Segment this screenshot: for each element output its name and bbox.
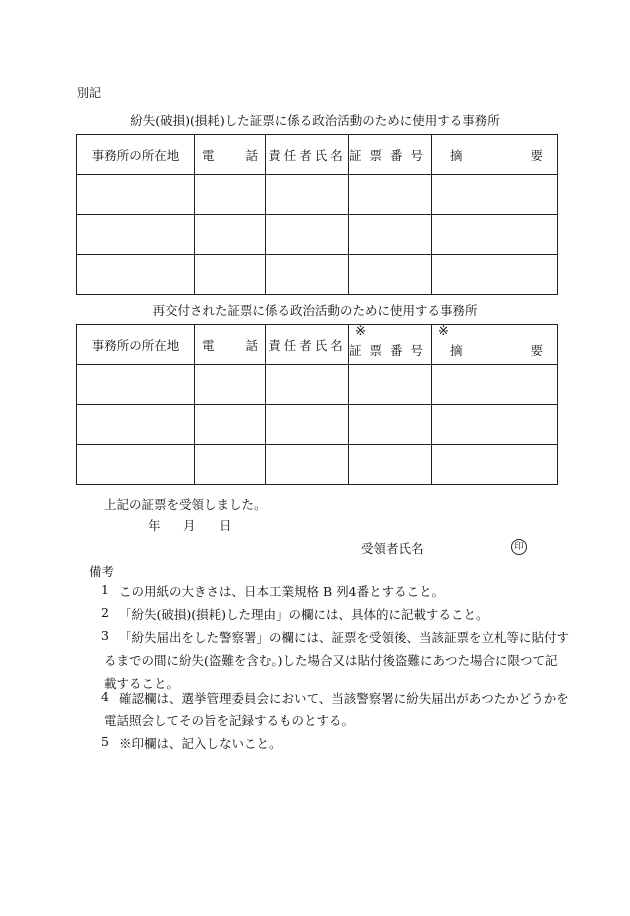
table-cell[interactable] [77, 255, 195, 295]
lost-cert-office-table [76, 134, 558, 295]
date-month-label: 月 [183, 518, 196, 533]
table-cell[interactable] [266, 445, 349, 485]
remark-text-continued: るまでの間に紛失(盗難を含む。)した場合又は貼付後盗難にあつた場合に限つて記 [104, 653, 558, 668]
table-cell[interactable] [432, 405, 558, 445]
table-cell[interactable] [266, 405, 349, 445]
remark-text: 「紛失(破損)(損耗)した理由」の欄には、具体的に記載すること。 [119, 607, 489, 622]
table-cell[interactable] [349, 215, 432, 255]
table-cell[interactable] [77, 365, 195, 405]
reference-mark: ※ [438, 324, 449, 339]
table-cell[interactable] [432, 365, 558, 405]
table-cell[interactable] [266, 215, 349, 255]
header-responsible-person: 責任者氏名 [266, 135, 349, 175]
table-cell[interactable] [349, 255, 432, 295]
header-phone: 電 話 [195, 325, 266, 365]
remark-text: ※印欄は、記入しないこと。 [119, 736, 282, 751]
table-cell[interactable] [432, 255, 558, 295]
table-cell[interactable] [349, 445, 432, 485]
table-cell[interactable] [77, 445, 195, 485]
remark-text: 確認欄は、選挙管理委員会において、当該警察署に紛失届出があつたかどうかを [119, 691, 569, 706]
table-cell[interactable] [77, 175, 195, 215]
table-cell[interactable] [195, 215, 266, 255]
date-day-label: 日 [219, 518, 232, 533]
reissued-cert-office-table [76, 324, 558, 485]
table2-title: 再交付された証票に係る政治活動のために使用する事務所 [152, 303, 478, 318]
receipt-statement: 上記の証票を受領しました。 [104, 497, 267, 512]
reference-mark: ※ [355, 324, 366, 339]
header-summary: ※ 摘 要 [432, 325, 558, 365]
remark-number: 2 [101, 605, 109, 620]
table-cell[interactable] [432, 215, 558, 255]
header-phone: 電 話 [195, 135, 266, 175]
table-row [77, 175, 558, 215]
table-cell[interactable] [266, 365, 349, 405]
table-cell[interactable] [195, 175, 266, 215]
remark-number: 4 [101, 689, 109, 704]
remark-text: この用紙の大きさは、日本工業規格 B 列4番とすること。 [119, 584, 445, 599]
header-cert-number: 証票番号 [349, 135, 432, 175]
table1-title: 紛失(破損)(損耗)した証票に係る政治活動のために使用する事務所 [130, 113, 500, 128]
table-cell[interactable] [432, 445, 558, 485]
remark-text-continued: 電話照会してその旨を記録するものとする。 [104, 713, 355, 728]
remark-number: 1 [101, 582, 109, 597]
table-row [77, 405, 558, 445]
date-year-label: 年 [148, 518, 161, 533]
table-cell[interactable] [77, 405, 195, 445]
table-row [77, 255, 558, 295]
header-summary: 摘 要 [432, 135, 558, 175]
table-cell[interactable] [266, 175, 349, 215]
header-office-location: 事務所の所在地 [77, 135, 195, 175]
recipient-name-label: 受領者氏名 [361, 541, 424, 556]
seal-mark: 印 [511, 539, 527, 555]
header-responsible-person: 責任者氏名 [266, 325, 349, 365]
table-cell[interactable] [195, 365, 266, 405]
header-cert-number: ※ 証票番号 [349, 325, 432, 365]
table-cell[interactable] [195, 405, 266, 445]
header-office-location: 事務所の所在地 [77, 325, 195, 365]
table-row [77, 445, 558, 485]
table-cell[interactable] [432, 175, 558, 215]
table-cell[interactable] [195, 255, 266, 295]
table-row [77, 365, 558, 405]
remarks-heading: 備考 [89, 564, 115, 579]
table-row [77, 215, 558, 255]
table-cell[interactable] [266, 255, 349, 295]
table-cell[interactable] [195, 445, 266, 485]
table-cell[interactable] [349, 365, 432, 405]
remark-text: 「紛失届出をした警察署」の欄には、証票を受領後、当該証票を立札等に貼付す [119, 630, 570, 645]
appendix-label: 別記 [77, 86, 102, 100]
remark-number: 3 [101, 628, 109, 643]
remark-text-continued: 載すること。 [104, 676, 180, 691]
table-cell[interactable] [77, 215, 195, 255]
remark-number: 5 [101, 734, 109, 749]
table-cell[interactable] [349, 405, 432, 445]
table-cell[interactable] [349, 175, 432, 215]
